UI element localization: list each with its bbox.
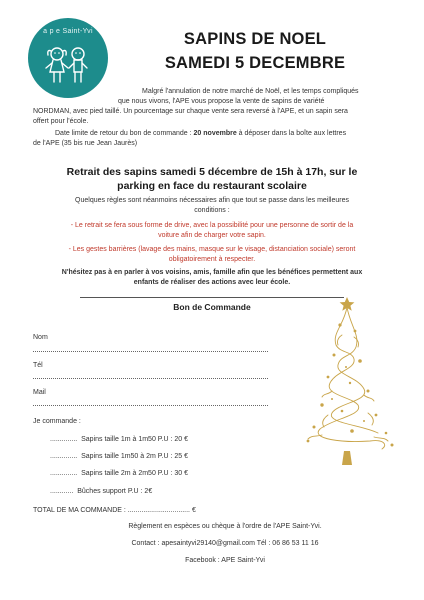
tel-label: Tél	[33, 362, 43, 369]
footer-payment: Règlement en espèces ou chèque à l'ordre de l'APE Saint-Yvi.	[128, 523, 322, 530]
title-line-2: SAMEDI 5 DECEMBRE	[164, 54, 346, 72]
rule-1-line-2: voiture afin de charger votre sapin.	[158, 232, 266, 239]
order-item-2[interactable]	[50, 453, 188, 460]
order-item-1[interactable]	[50, 436, 188, 443]
rule-2-line-1: - Les gestes barrières (lavage des mains, masque sur le visage, distanciation sociale) seront	[68, 246, 356, 253]
form-title: Bon de Commande	[173, 302, 251, 312]
intro-line-2: que nous vivons, l'APE vous propose la vente de sapins de variété	[118, 98, 325, 105]
order-qty-1[interactable]: ..............	[50, 436, 78, 443]
intro-line-4: offert pour l'école.	[33, 118, 89, 125]
order-qty-4[interactable]: ............	[50, 488, 74, 495]
christmas-tree-icon	[292, 295, 402, 475]
rule-1-line-1: - Le retrait se fera sous forme de drive, avec la possibilité pour une personne de sortir de la	[70, 222, 354, 229]
commande-label: Je commande :	[33, 418, 81, 425]
nom-field[interactable]	[33, 351, 268, 352]
nom-label: Nom	[33, 334, 48, 341]
pickup-line-1: Retrait des sapins samedi 5 décembre de 15h à 17h, sur le	[66, 166, 358, 178]
title-line-1: SAPINS DE NOEL	[183, 30, 327, 48]
deadline-date: 20 novembre	[193, 130, 237, 137]
mail-field[interactable]	[33, 405, 268, 406]
total-line[interactable]: TOTAL DE MA COMMANDE : ................................ €	[33, 507, 196, 514]
order-qty-2[interactable]: ..............	[50, 453, 78, 460]
share-line-1: N'hésitez pas à en parler à vos voisins, amis, famille afin que les bénéfices permettent aux	[61, 269, 363, 276]
rules-intro-2: conditions :	[194, 207, 230, 214]
logo-text: a p e Saint-Yvi	[43, 28, 93, 35]
order-label-2: Sapins taille 1m50 à 2m P.U : 25 €	[81, 453, 189, 460]
footer-facebook: Facebook : APE Saint-Yvi	[185, 557, 265, 564]
order-item-3[interactable]	[50, 470, 188, 477]
rules-intro-1: Quelques règles sont néanmoins nécessaires afin que tout se passe dans les meilleures	[75, 197, 349, 204]
footer-contact: Contact : apesaintyvi29140@gmail.com Tél : 06 86 53 11 16	[131, 540, 319, 547]
deadline-prefix: Date limite de retour du bon de commande :	[55, 130, 192, 137]
order-label-1: Sapins taille 1m à 1m50 P.U : 20 €	[81, 436, 189, 443]
mail-label: Mail	[33, 389, 46, 396]
pickup-line-2: parking en face du restaurant scolaire	[117, 180, 307, 192]
order-item-4[interactable]	[50, 488, 152, 495]
deadline-line-2: de l'APE (35 bis rue Jean Jaurès)	[33, 140, 138, 147]
children-illustration-icon	[40, 42, 96, 90]
deadline-suffix: à déposer dans la boîte aux lettres	[238, 130, 347, 137]
rule-2-line-2: obligatoirement à respecter.	[168, 256, 256, 263]
ape-logo	[28, 18, 108, 98]
order-label-4: Bûches support P.U : 2€	[77, 488, 153, 495]
tel-field[interactable]	[33, 378, 268, 379]
order-qty-3[interactable]: ..............	[50, 470, 78, 477]
intro-line-3: NORDMAN, avec pied taillé. Un pourcentage sur chaque vente sera reversé à l'APE, et un sapin sera	[33, 108, 348, 115]
share-line-2: enfants de réaliser des actions avec leur école.	[133, 279, 291, 286]
deadline-line-1	[55, 129, 346, 139]
order-label-3: Sapins taille 2m à 2m50 P.U : 30 €	[81, 470, 189, 477]
intro-line-1: Malgré l'annulation de notre marché de Noël, et les temps compliqués	[142, 88, 359, 95]
